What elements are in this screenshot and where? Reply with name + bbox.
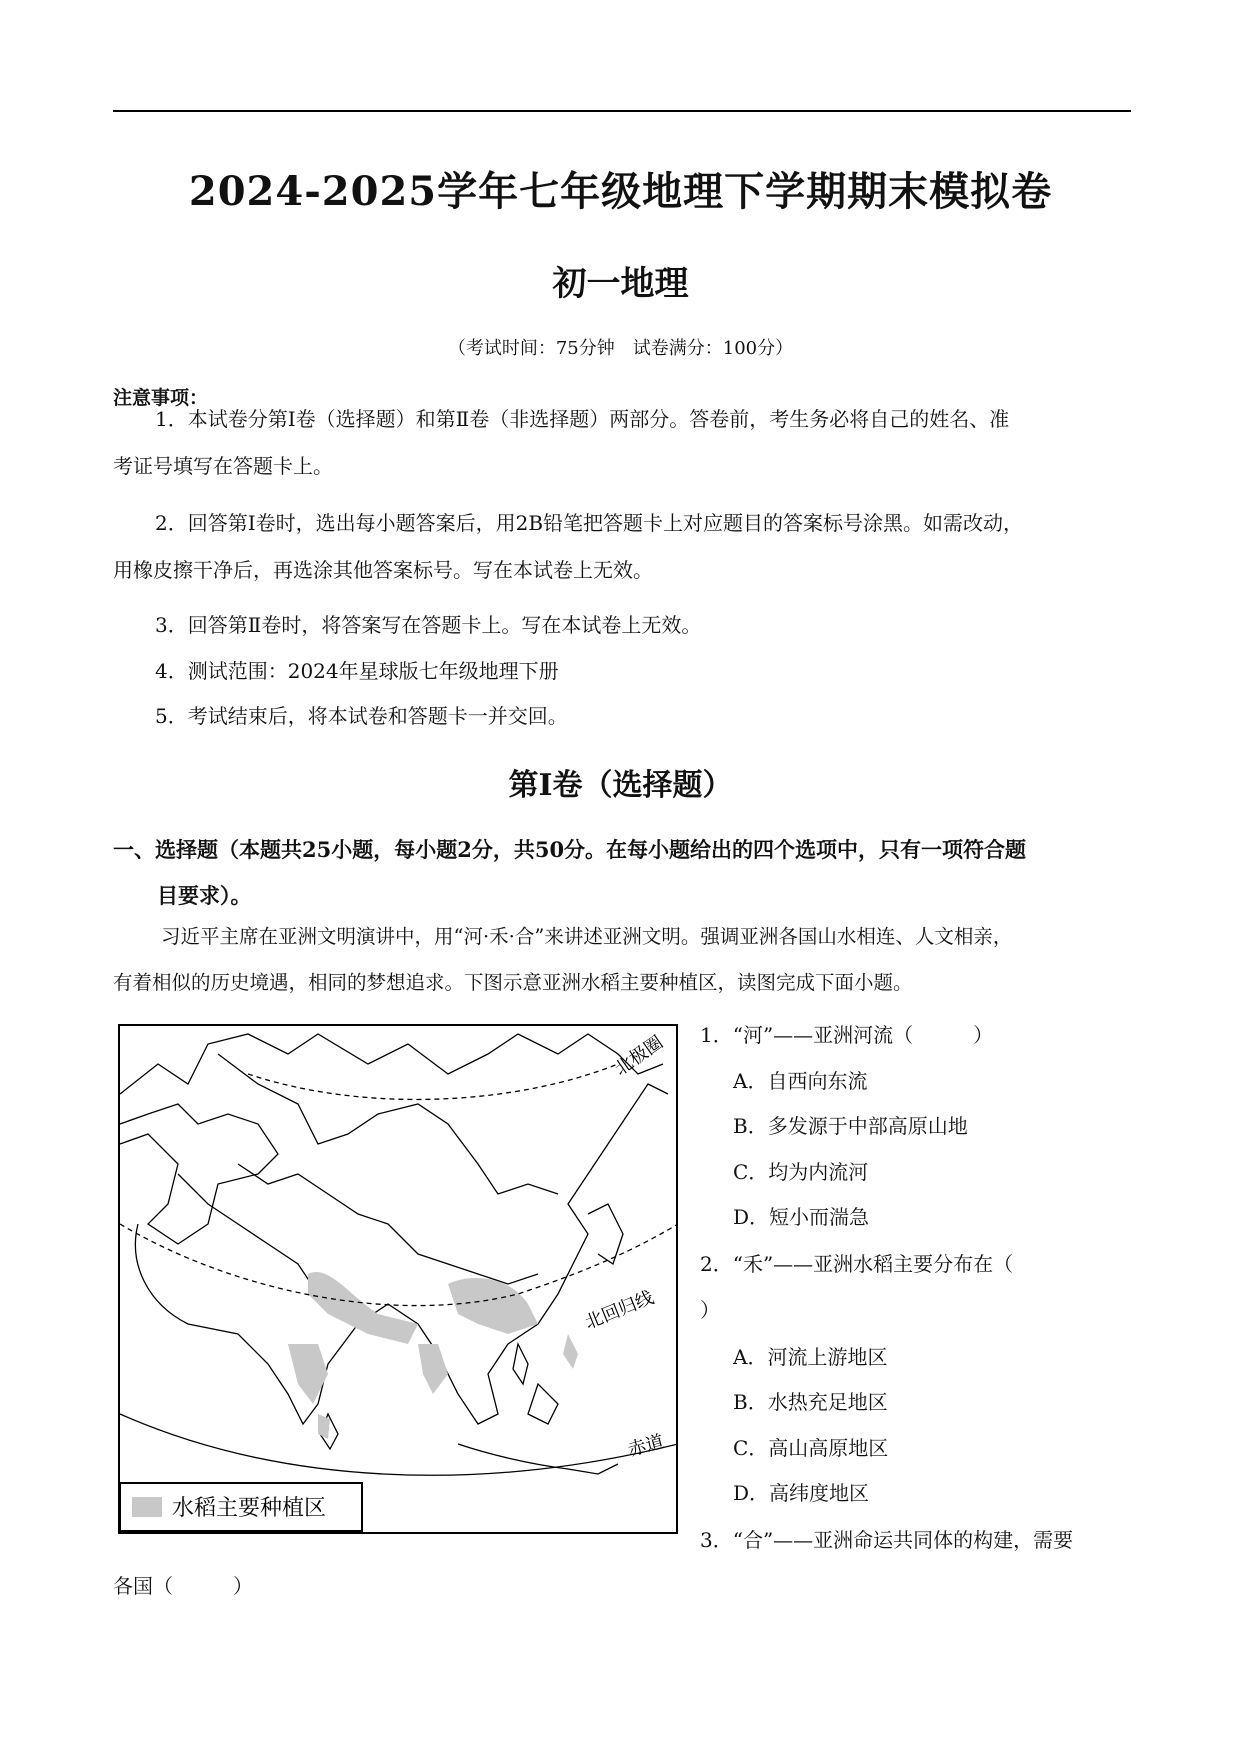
legend-swatch	[132, 1497, 162, 1517]
note-number: 2．	[155, 511, 188, 535]
note-text: 回答第Ⅱ卷时，将答案写在答题卡上。写在本试卷上无效。	[187, 613, 702, 637]
intro-line1: 习近平主席在亚洲文明演讲中，用“河·禾·合”来讲述亚洲文明。强调亚洲各国山水相连、人文相亲，	[161, 925, 1013, 948]
header-rule	[113, 110, 1131, 112]
note-text: 测试范围：2024年星球版七年级地理下册	[187, 659, 559, 683]
exam-info: （考试时间：75分钟 试卷满分：100分）	[447, 338, 794, 359]
question-1-option-d: D．短小而湍急	[733, 1205, 870, 1229]
question-1-stem: 1．“河”——亚洲河流（ ）	[700, 1023, 994, 1047]
note-3	[113, 602, 1133, 649]
question-2-stem-cont: ）	[700, 1298, 720, 1322]
page-title: 2024-2025学年七年级地理下学期期末模拟卷	[188, 168, 1053, 215]
note-number: 1．	[155, 407, 188, 431]
note-5	[113, 693, 1133, 740]
intro-passage	[113, 914, 1143, 1006]
notes-heading: 注意事项：	[113, 387, 209, 409]
section-heading-line2: 目要求）。	[157, 883, 252, 908]
question-3-stem: 3．“合”——亚洲命运共同体的构建，需要	[700, 1528, 1074, 1552]
page-subtitle: 初一地理	[552, 264, 689, 304]
map-legend	[120, 1483, 362, 1531]
question-3-stem-cont: 各国（ ）	[113, 1574, 253, 1598]
question-2-option-c: C．高山高原地区	[733, 1436, 889, 1460]
note-text-cont: 考证号填写在答题卡上。	[113, 454, 333, 478]
note-text-cont: 用橡皮擦干净后，再选涂其他答案标号。写在本试卷上无效。	[113, 558, 653, 582]
arctic-circle-label: 北极圈	[610, 1031, 667, 1080]
section-heading	[113, 827, 1133, 919]
map-frame	[119, 1025, 677, 1533]
part-title: 第Ⅰ卷（选择题）	[508, 768, 733, 803]
note-number: 5．	[155, 704, 188, 728]
question-2-option-d: D．高纬度地区	[733, 1481, 870, 1505]
note-number: 3．	[155, 613, 188, 637]
intro-line2: 有着相似的历史境遇，相同的梦想追求。下图示意亚洲水稻主要种植区，读图完成下面小题。	[113, 971, 913, 994]
note-text: 考试结束后，将本试卷和答题卡一并交回。	[187, 704, 568, 728]
note-4	[113, 648, 1133, 695]
section-heading-line1: 一、选择题（本题共25小题，每小题2分，共50分。在每小题给出的四个选项中，只有一项符合题	[113, 837, 1027, 862]
note-text: 回答第Ⅰ卷时，选出每小题答案后，用2B铅笔把答题卡上对应题目的答案标号涂黑。如需改动，	[187, 511, 1024, 535]
equator-label: 赤道	[625, 1431, 666, 1460]
tropic-of-cancer-label: 北回归线	[582, 1287, 657, 1333]
note-text: 本试卷分第Ⅰ卷（选择题）和第Ⅱ卷（非选择题）两部分。答卷前，考生务必将自己的姓名、准	[187, 407, 1010, 431]
legend-label: 水稻主要种植区	[172, 1495, 327, 1520]
question-2-option-a: A．河流上游地区	[733, 1345, 888, 1369]
note-1	[113, 396, 1133, 490]
question-1-option-c: C．均为内流河	[733, 1160, 869, 1184]
note-number: 4．	[155, 659, 188, 683]
question-1-option-b: B．多发源于中部高原山地	[733, 1114, 968, 1138]
note-2	[113, 500, 1133, 594]
question-1-option-a: A．自西向东流	[733, 1069, 868, 1093]
asia-rice-map	[118, 1024, 678, 1534]
question-2-stem: 2．“禾”——亚洲水稻主要分布在（	[700, 1252, 1014, 1276]
question-2-option-b: B．水热充足地区	[733, 1390, 888, 1414]
